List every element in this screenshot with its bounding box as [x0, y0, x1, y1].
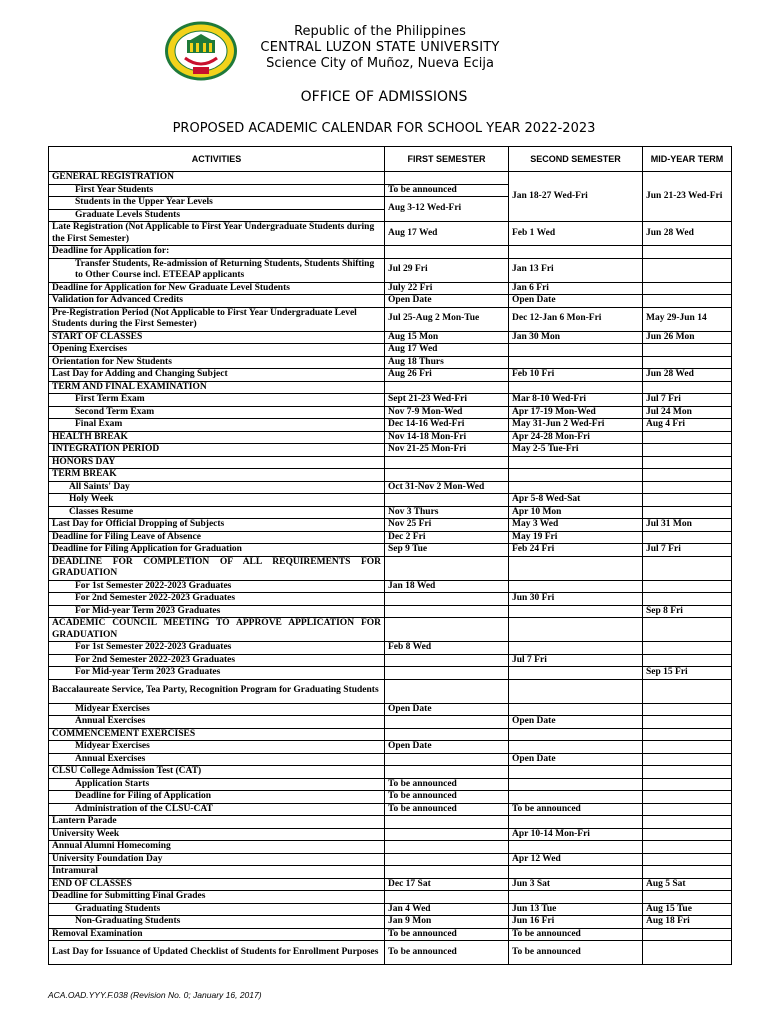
- second-sem-cell: Apr 12 Wed: [509, 853, 643, 866]
- table-row: [49, 828, 732, 841]
- mid-year-cell: [643, 481, 732, 494]
- second-sem-cell: Feb 1 Wed: [509, 222, 643, 246]
- mid-year-cell: Jun 21-23 Wed-Fri: [643, 172, 732, 222]
- second-sem-cell: [509, 841, 643, 854]
- mid-year-cell: [643, 431, 732, 444]
- first-sem-cell: Aug 18 Thurs: [385, 356, 509, 369]
- second-sem-cell: Mar 8-10 Wed-Fri: [509, 394, 643, 407]
- mid-year-cell: [643, 703, 732, 716]
- first-sem-cell: [385, 766, 509, 779]
- mid-year-cell: [643, 741, 732, 754]
- second-sem-cell: [509, 381, 643, 394]
- activity-cell: Non-Graduating Students: [49, 916, 385, 929]
- activity-cell: Orientation for New Students: [49, 356, 385, 369]
- second-sem-cell: [509, 469, 643, 482]
- mid-year-cell: Jul 31 Mon: [643, 519, 732, 532]
- activity-cell: START OF CLASSES: [49, 331, 385, 344]
- calendar-title: PROPOSED ACADEMIC CALENDAR FOR SCHOOL YEAR 2022-2023: [172, 121, 596, 136]
- first-sem-cell: Aug 17 Wed: [385, 344, 509, 357]
- table-row: [49, 903, 732, 916]
- table-row: [49, 481, 732, 494]
- activity-cell: Administration of the CLSU-CAT: [49, 803, 385, 816]
- first-sem-cell: To be announced: [385, 928, 509, 941]
- table-row: [49, 941, 732, 965]
- mid-year-cell: [643, 642, 732, 655]
- table-row: [49, 618, 732, 642]
- second-sem-cell: [509, 679, 643, 703]
- activity-cell: Lantern Parade: [49, 816, 385, 829]
- second-sem-cell: [509, 728, 643, 741]
- mid-year-cell: Aug 4 Fri: [643, 419, 732, 432]
- activity-cell: For 1st Semester 2022-2023 Graduates: [49, 580, 385, 593]
- activity-cell: Graduating Students: [49, 903, 385, 916]
- table-row: [49, 654, 732, 667]
- activity-cell: Annual Exercises: [49, 753, 385, 766]
- activity-cell: First Term Exam: [49, 394, 385, 407]
- mid-year-cell: [643, 556, 732, 580]
- first-sem-cell: [385, 891, 509, 904]
- table-row: [49, 928, 732, 941]
- second-sem-cell: Jun 16 Fri: [509, 916, 643, 929]
- activity-cell: Deadline for Application for:: [49, 246, 385, 259]
- activity-cell: GENERAL REGISTRATION: [49, 172, 385, 185]
- mid-year-cell: [643, 593, 732, 606]
- mid-year-cell: [643, 891, 732, 904]
- second-sem-cell: Jan 6 Fri: [509, 282, 643, 295]
- first-sem-cell: Jan 4 Wed: [385, 903, 509, 916]
- activity-cell: Annual Exercises: [49, 716, 385, 729]
- first-sem-cell: [385, 716, 509, 729]
- table-row: [49, 642, 732, 655]
- activity-cell: For Mid-year Term 2023 Graduates: [49, 605, 385, 618]
- activity-cell: For 2nd Semester 2022-2023 Graduates: [49, 593, 385, 606]
- table-row: [49, 506, 732, 519]
- activity-cell: Graduate Levels Students: [49, 209, 385, 222]
- first-sem-cell: Open Date: [385, 741, 509, 754]
- first-sem-cell: Jul 29 Fri: [385, 258, 509, 282]
- mid-year-cell: [643, 828, 732, 841]
- table-row: [49, 853, 732, 866]
- second-sem-cell: Open Date: [509, 716, 643, 729]
- table-row: [49, 344, 732, 357]
- document-header: [0, 0, 768, 140]
- second-sem-cell: [509, 891, 643, 904]
- mid-year-cell: [643, 344, 732, 357]
- activity-cell: ACADEMIC COUNCIL MEETING TO APPROVE APPLICATION FOR GRADUATION: [49, 618, 385, 642]
- table-row: [49, 172, 732, 185]
- second-sem-cell: Apr 10 Mon: [509, 506, 643, 519]
- first-sem-cell: To be announced: [385, 778, 509, 791]
- activity-cell: Baccalaureate Service, Tea Party, Recognition Program for Graduating Students: [49, 679, 385, 703]
- first-sem-cell: Nov 14-18 Mon-Fri: [385, 431, 509, 444]
- first-sem-cell: [385, 618, 509, 642]
- activity-cell: CLSU College Admission Test (CAT): [49, 766, 385, 779]
- academic-calendar-table: [48, 146, 732, 965]
- mid-year-cell: Jul 7 Fri: [643, 394, 732, 407]
- activity-cell: Annual Alumni Homecoming: [49, 841, 385, 854]
- first-sem-cell: July 22 Fri: [385, 282, 509, 295]
- mid-year-cell: Jul 7 Fri: [643, 544, 732, 557]
- first-sem-cell: [385, 605, 509, 618]
- second-sem-cell: Jun 3 Sat: [509, 878, 643, 891]
- mid-year-cell: [643, 469, 732, 482]
- table-row: [49, 222, 732, 246]
- table-row: [49, 753, 732, 766]
- activity-cell: Last Day for Issuance of Updated Checklist of Students for Enrollment Purposes: [49, 941, 385, 965]
- second-sem-cell: Feb 24 Fri: [509, 544, 643, 557]
- activity-cell: Final Exam: [49, 419, 385, 432]
- second-sem-cell: To be announced: [509, 928, 643, 941]
- table-row: [49, 593, 732, 606]
- activity-cell: Application Starts: [49, 778, 385, 791]
- mid-year-cell: [643, 766, 732, 779]
- first-sem-cell: Aug 15 Mon: [385, 331, 509, 344]
- first-sem-cell: [385, 556, 509, 580]
- mid-year-cell: [643, 716, 732, 729]
- university-address: Science City of Muñoz, Nueva Ecija: [266, 56, 494, 71]
- activity-cell: Holy Week: [49, 494, 385, 507]
- table-row: [49, 295, 732, 308]
- activity-cell: Students in the Upper Year Levels: [49, 197, 385, 210]
- second-sem-cell: Jan 13 Fri: [509, 258, 643, 282]
- table-row: [49, 444, 732, 457]
- activity-cell: First Year Students: [49, 184, 385, 197]
- second-sem-cell: [509, 866, 643, 879]
- activity-cell: Removal Examination: [49, 928, 385, 941]
- first-sem-cell: [385, 728, 509, 741]
- table-row: [49, 741, 732, 754]
- second-sem-cell: Apr 24-28 Mon-Fri: [509, 431, 643, 444]
- mid-year-cell: Jun 28 Wed: [643, 222, 732, 246]
- activity-cell: For 2nd Semester 2022-2023 Graduates: [49, 654, 385, 667]
- table-row: [49, 816, 732, 829]
- second-sem-cell: Feb 10 Fri: [509, 369, 643, 382]
- mid-year-cell: [643, 295, 732, 308]
- first-sem-cell: [385, 494, 509, 507]
- mid-year-cell: Jul 24 Mon: [643, 406, 732, 419]
- activity-cell: Intramural: [49, 866, 385, 879]
- second-sem-cell: [509, 778, 643, 791]
- activity-cell: Deadline for Filing Application for Graduation: [49, 544, 385, 557]
- first-sem-cell: [385, 866, 509, 879]
- second-sem-cell: Apr 5-8 Wed-Sat: [509, 494, 643, 507]
- mid-year-cell: May 29-Jun 14: [643, 307, 732, 331]
- table-row: [49, 728, 732, 741]
- university-seal-icon: [163, 20, 239, 82]
- table-row: [49, 878, 732, 891]
- second-sem-cell: To be announced: [509, 941, 643, 965]
- mid-year-cell: [643, 580, 732, 593]
- first-sem-cell: To be announced: [385, 941, 509, 965]
- activity-cell: Opening Exercises: [49, 344, 385, 357]
- first-sem-cell: Open Date: [385, 703, 509, 716]
- activity-cell: Deadline for Submitting Final Grades: [49, 891, 385, 904]
- activity-cell: TERM BREAK: [49, 469, 385, 482]
- activity-cell: Late Registration (Not Applicable to First Year Undergraduate Students during the First Semester): [49, 222, 385, 246]
- activity-cell: COMMENCEMENT EXERCISES: [49, 728, 385, 741]
- mid-year-cell: [643, 456, 732, 469]
- first-sem-cell: Aug 17 Wed: [385, 222, 509, 246]
- first-sem-cell: Sep 9 Tue: [385, 544, 509, 557]
- mid-year-cell: [643, 728, 732, 741]
- mid-year-cell: [643, 654, 732, 667]
- mid-year-cell: [643, 866, 732, 879]
- second-sem-cell: Jul 7 Fri: [509, 654, 643, 667]
- first-sem-cell: Jan 9 Mon: [385, 916, 509, 929]
- second-sem-cell: [509, 556, 643, 580]
- first-sem-cell: [385, 654, 509, 667]
- second-sem-cell: [509, 816, 643, 829]
- second-sem-cell: [509, 791, 643, 804]
- table-row: [49, 580, 732, 593]
- activity-cell: For Mid-year Term 2023 Graduates: [49, 667, 385, 680]
- activity-cell: Transfer Students, Re-admission of Returning Students, Students Shifting to Other Course incl. ETEEAP applicants: [49, 258, 385, 282]
- first-sem-cell: To be announced: [385, 791, 509, 804]
- table-row: [49, 778, 732, 791]
- mid-year-cell: [643, 928, 732, 941]
- table-row: [49, 431, 732, 444]
- activity-cell: Midyear Exercises: [49, 741, 385, 754]
- table-row: [49, 331, 732, 344]
- first-sem-cell: Dec 14-16 Wed-Fri: [385, 419, 509, 432]
- first-sem-cell: Nov 3 Thurs: [385, 506, 509, 519]
- table-row: [49, 282, 732, 295]
- second-sem-cell: May 3 Wed: [509, 519, 643, 532]
- activity-cell: HONORS DAY: [49, 456, 385, 469]
- mid-year-cell: [643, 778, 732, 791]
- activity-cell: For 1st Semester 2022-2023 Graduates: [49, 642, 385, 655]
- first-sem-cell: [385, 469, 509, 482]
- mid-year-cell: [643, 531, 732, 544]
- republic-line: Republic of the Philippines: [294, 24, 466, 39]
- second-sem-cell: Open Date: [509, 295, 643, 308]
- table-row: [49, 556, 732, 580]
- first-sem-cell: Aug 3-12 Wed-Fri: [385, 197, 509, 222]
- mid-year-cell: [643, 791, 732, 804]
- mid-year-cell: Aug 15 Tue: [643, 903, 732, 916]
- table-row: [49, 494, 732, 507]
- table-row: [49, 469, 732, 482]
- table-row: [49, 703, 732, 716]
- first-sem-cell: [385, 381, 509, 394]
- activity-cell: Deadline for Filing Leave of Absence: [49, 531, 385, 544]
- office-title: OFFICE OF ADMISSIONS: [300, 89, 468, 105]
- first-sem-cell: [385, 667, 509, 680]
- first-sem-cell: To be announced: [385, 803, 509, 816]
- mid-year-cell: [643, 282, 732, 295]
- mid-year-cell: Sep 8 Fri: [643, 605, 732, 618]
- mid-year-cell: [643, 618, 732, 642]
- second-sem-cell: [509, 456, 643, 469]
- table-row: [49, 791, 732, 804]
- table-row: [49, 531, 732, 544]
- activity-cell: TERM AND FINAL EXAMINATION: [49, 381, 385, 394]
- table-row: [49, 258, 732, 282]
- first-sem-cell: Jul 25-Aug 2 Mon-Tue: [385, 307, 509, 331]
- header-first-semester: FIRST SEMESTER: [385, 147, 509, 172]
- header-mid-year-term: MID-YEAR TERM: [643, 147, 732, 172]
- first-sem-cell: [385, 853, 509, 866]
- table-row: [49, 406, 732, 419]
- first-sem-cell: Jan 18 Wed: [385, 580, 509, 593]
- header-activities: ACTIVITIES: [49, 147, 385, 172]
- first-sem-cell: [385, 593, 509, 606]
- table-row: [49, 544, 732, 557]
- second-sem-cell: Dec 12-Jan 6 Mon-Fri: [509, 307, 643, 331]
- mid-year-cell: [643, 853, 732, 866]
- table-row: [49, 381, 732, 394]
- activity-cell: END OF CLASSES: [49, 878, 385, 891]
- table-row: [49, 679, 732, 703]
- mid-year-cell: [643, 506, 732, 519]
- mid-year-cell: [643, 679, 732, 703]
- first-sem-cell: Oct 31-Nov 2 Mon-Wed: [385, 481, 509, 494]
- second-sem-cell: [509, 766, 643, 779]
- activity-cell: Pre-Registration Period (Not Applicable to First Year Undergraduate Level Students during the First Semester): [49, 307, 385, 331]
- second-sem-cell: Jun 13 Tue: [509, 903, 643, 916]
- second-sem-cell: May 19 Fri: [509, 531, 643, 544]
- table-row: [49, 866, 732, 879]
- first-sem-cell: Nov 7-9 Mon-Wed: [385, 406, 509, 419]
- university-name: CENTRAL LUZON STATE UNIVERSITY: [260, 40, 500, 55]
- table-row: [49, 716, 732, 729]
- table-row: [49, 766, 732, 779]
- activity-cell: Classes Resume: [49, 506, 385, 519]
- first-sem-cell: Sept 21-23 Wed-Fri: [385, 394, 509, 407]
- second-sem-cell: Jan 18-27 Wed-Fri: [509, 172, 643, 222]
- second-sem-cell: [509, 703, 643, 716]
- mid-year-cell: Sep 15 Fri: [643, 667, 732, 680]
- activity-cell: Validation for Advanced Credits: [49, 295, 385, 308]
- activity-cell: All Saints' Day: [49, 481, 385, 494]
- mid-year-cell: [643, 381, 732, 394]
- second-sem-cell: [509, 642, 643, 655]
- mid-year-cell: [643, 941, 732, 965]
- table-row: [49, 891, 732, 904]
- second-sem-cell: Jun 30 Fri: [509, 593, 643, 606]
- first-sem-cell: Nov 21-25 Mon-Fri: [385, 444, 509, 457]
- first-sem-cell: Dec 17 Sat: [385, 878, 509, 891]
- mid-year-cell: Aug 18 Fri: [643, 916, 732, 929]
- first-sem-cell: Aug 26 Fri: [385, 369, 509, 382]
- table-row: [49, 667, 732, 680]
- first-sem-cell: [385, 841, 509, 854]
- first-sem-cell: [385, 828, 509, 841]
- table-row: [49, 356, 732, 369]
- table-row: [49, 803, 732, 816]
- second-sem-cell: [509, 605, 643, 618]
- activity-cell: Deadline for Application for New Graduate Level Students: [49, 282, 385, 295]
- activity-cell: INTEGRATION PERIOD: [49, 444, 385, 457]
- activity-cell: Last Day for Official Dropping of Subjects: [49, 519, 385, 532]
- table-header-row: [49, 147, 732, 172]
- mid-year-cell: [643, 258, 732, 282]
- header-second-semester: SECOND SEMESTER: [509, 147, 643, 172]
- table-row: [49, 456, 732, 469]
- first-sem-cell: Open Date: [385, 295, 509, 308]
- first-sem-cell: Feb 8 Wed: [385, 642, 509, 655]
- mid-year-cell: [643, 753, 732, 766]
- activity-cell: Deadline for Filing of Application: [49, 791, 385, 804]
- first-sem-cell: To be announced: [385, 184, 509, 197]
- mid-year-cell: [643, 816, 732, 829]
- table-row: [49, 246, 732, 259]
- table-row: [49, 369, 732, 382]
- mid-year-cell: [643, 841, 732, 854]
- table-row: [49, 307, 732, 331]
- activity-cell: Last Day for Adding and Changing Subject: [49, 369, 385, 382]
- second-sem-cell: [509, 618, 643, 642]
- first-sem-cell: [385, 679, 509, 703]
- table-row: [49, 605, 732, 618]
- second-sem-cell: May 2-5 Tue-Fri: [509, 444, 643, 457]
- second-sem-cell: To be announced: [509, 803, 643, 816]
- mid-year-cell: [643, 356, 732, 369]
- table-row: [49, 394, 732, 407]
- second-sem-cell: [509, 667, 643, 680]
- second-sem-cell: [509, 481, 643, 494]
- activity-cell: HEALTH BREAK: [49, 431, 385, 444]
- second-sem-cell: [509, 741, 643, 754]
- activity-cell: University Foundation Day: [49, 853, 385, 866]
- table-row: [49, 419, 732, 432]
- mid-year-cell: [643, 444, 732, 457]
- mid-year-cell: [643, 803, 732, 816]
- second-sem-cell: Apr 10-14 Mon-Fri: [509, 828, 643, 841]
- first-sem-cell: Nov 25 Fri: [385, 519, 509, 532]
- mid-year-cell: Jun 28 Wed: [643, 369, 732, 382]
- mid-year-cell: Aug 5 Sat: [643, 878, 732, 891]
- first-sem-cell: [385, 456, 509, 469]
- first-sem-cell: [385, 753, 509, 766]
- mid-year-cell: Jun 26 Mon: [643, 331, 732, 344]
- second-sem-cell: Jan 30 Mon: [509, 331, 643, 344]
- activity-cell: University Week: [49, 828, 385, 841]
- second-sem-cell: [509, 344, 643, 357]
- second-sem-cell: [509, 356, 643, 369]
- form-code-footer: ACA.OAD.YYY.F.038 (Revision No. 0; January 16, 2017): [48, 990, 262, 1000]
- table-row: [49, 916, 732, 929]
- table-row: [49, 519, 732, 532]
- second-sem-cell: [509, 580, 643, 593]
- second-sem-cell: May 31-Jun 2 Wed-Fri: [509, 419, 643, 432]
- first-sem-cell: [385, 816, 509, 829]
- second-sem-cell: Open Date: [509, 753, 643, 766]
- mid-year-cell: [643, 494, 732, 507]
- activity-cell: DEADLINE FOR COMPLETION OF ALL REQUIREMENTS FOR GRADUATION: [49, 556, 385, 580]
- activity-cell: Midyear Exercises: [49, 703, 385, 716]
- table-row: [49, 841, 732, 854]
- second-sem-cell: Apr 17-19 Mon-Wed: [509, 406, 643, 419]
- first-sem-cell: Dec 2 Fri: [385, 531, 509, 544]
- activity-cell: Second Term Exam: [49, 406, 385, 419]
